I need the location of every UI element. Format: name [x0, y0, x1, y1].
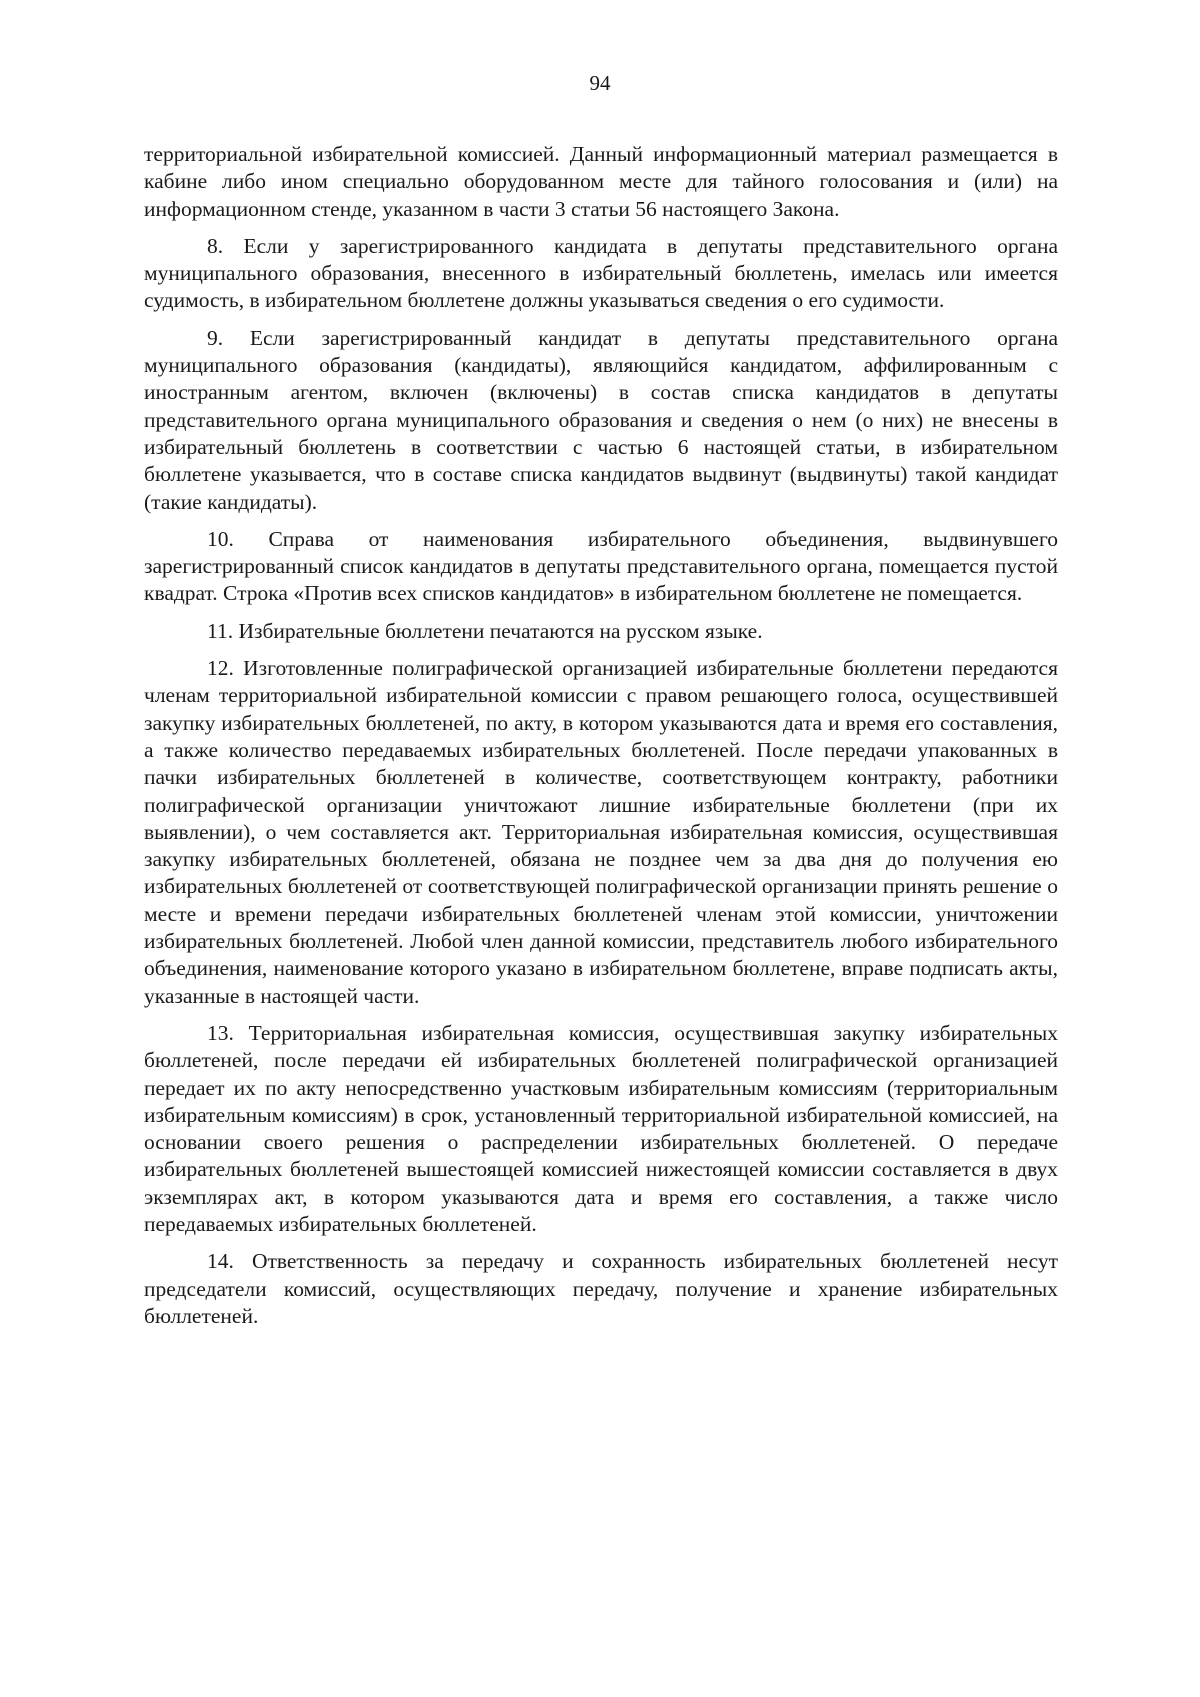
- paragraph-item-11: 11. Избирательные бюллетени печатаются на русском языке.: [207, 618, 763, 643]
- paragraph-item-8: 8. Если у зарегистрированного кандидата в депутаты представительного органа муниципального образования, внесенного в избирательный бюллетень, имелась или имеется судимость, в избирательном бюллетене должны указываться сведения о его судимости.: [144, 233, 1058, 313]
- paragraph-item-14: 14. Ответственность за передачу и сохранность избирательных бюллетеней несут председатели комиссий, осуществляющих передачу, получение и хранение избирательных бюллетеней.: [144, 1249, 1058, 1328]
- page-number: 94: [589, 71, 611, 95]
- paragraph-item-10: 10. Справа от наименования избирательного объединения, выдвинувшего зарегистрированный список кандидатов в депутаты представительного органа, помещается пустой квадрат. Строка «Против всех списков кандидатов» в избирательном бюллетене не помещается.: [144, 526, 1058, 606]
- paragraph-item-12: 12. Изготовленные полиграфической организацией избирательные бюллетени передаются членам территориальной избирательной комиссии с правом решающего голоса, осуществившей закупку избирательных бюллетеней, по акту, в котором указываются дата и время его составления, а также количество передаваемых избирательных бюллетеней. После передачи упакованных в пачки избирательных бюллетеней в количестве, соответствующем контракту, работники полиграфической организации уничтожают лишние избирательные бюллетени (при их выявлении), о чем составляется акт. Территориальная избирательная комиссия, осуществившая закупку избирательных бюллетеней, обязана не позднее чем за два дня до получения ею избирательных бюллетеней от соответствующей полиграфической организации принять решение о месте и времени передачи избирательных бюллетеней членам этой комиссии, уничтожении избирательных бюллетеней. Любой член данной комиссии, представитель любого избирательного объединения, наименование которого указано в избирательном бюллетене, вправе подписать акты, указанные в настоящей части.: [144, 656, 1058, 1008]
- paragraph-continuation: территориальной избирательной комиссией. Данный информационный материал размещается в кабине либо ином специально оборудованном месте для тайного голосования и (или) на информационном стенде, указанном в части 3 статьи 56 настоящего Закона.: [144, 142, 1058, 221]
- paragraph-item-9: 9. Если зарегистрированный кандидат в депутаты представительного органа муниципального образования (кандидаты), являющийся кандидатом, аффилированным с иностранным агентом, включен (включены) в состав списка кандидатов в депутаты представительного органа муниципального образования и сведения о нем (о них) не внесены в избирательный бюллетень в соответствии с частью 6 настоящей статьи, в избирательном бюллетене указывается, что в составе списка кандидатов выдвинут (выдвинуты) такой кандидат (такие кандидаты).: [144, 325, 1058, 514]
- paragraph-item-13: 13. Территориальная избирательная комиссия, осуществившая закупку избирательных бюллетеней, после передачи ей избирательных бюллетеней полиграфической организацией передает их по акту непосредственно участковым избирательным комиссиям (территориальным избирательным комиссиям) в срок, установленный территориальной избирательной комиссией, на основании своего решения о распределении избирательных бюллетеней. О передаче избирательных бюллетеней вышестоящей комиссией нижестоящей комиссии составляется в двух экземплярах акт, в котором указываются дата и время его составления, а также число передаваемых избирательных бюллетеней.: [144, 1020, 1058, 1236]
- document-body: [144, 141, 1058, 1340]
